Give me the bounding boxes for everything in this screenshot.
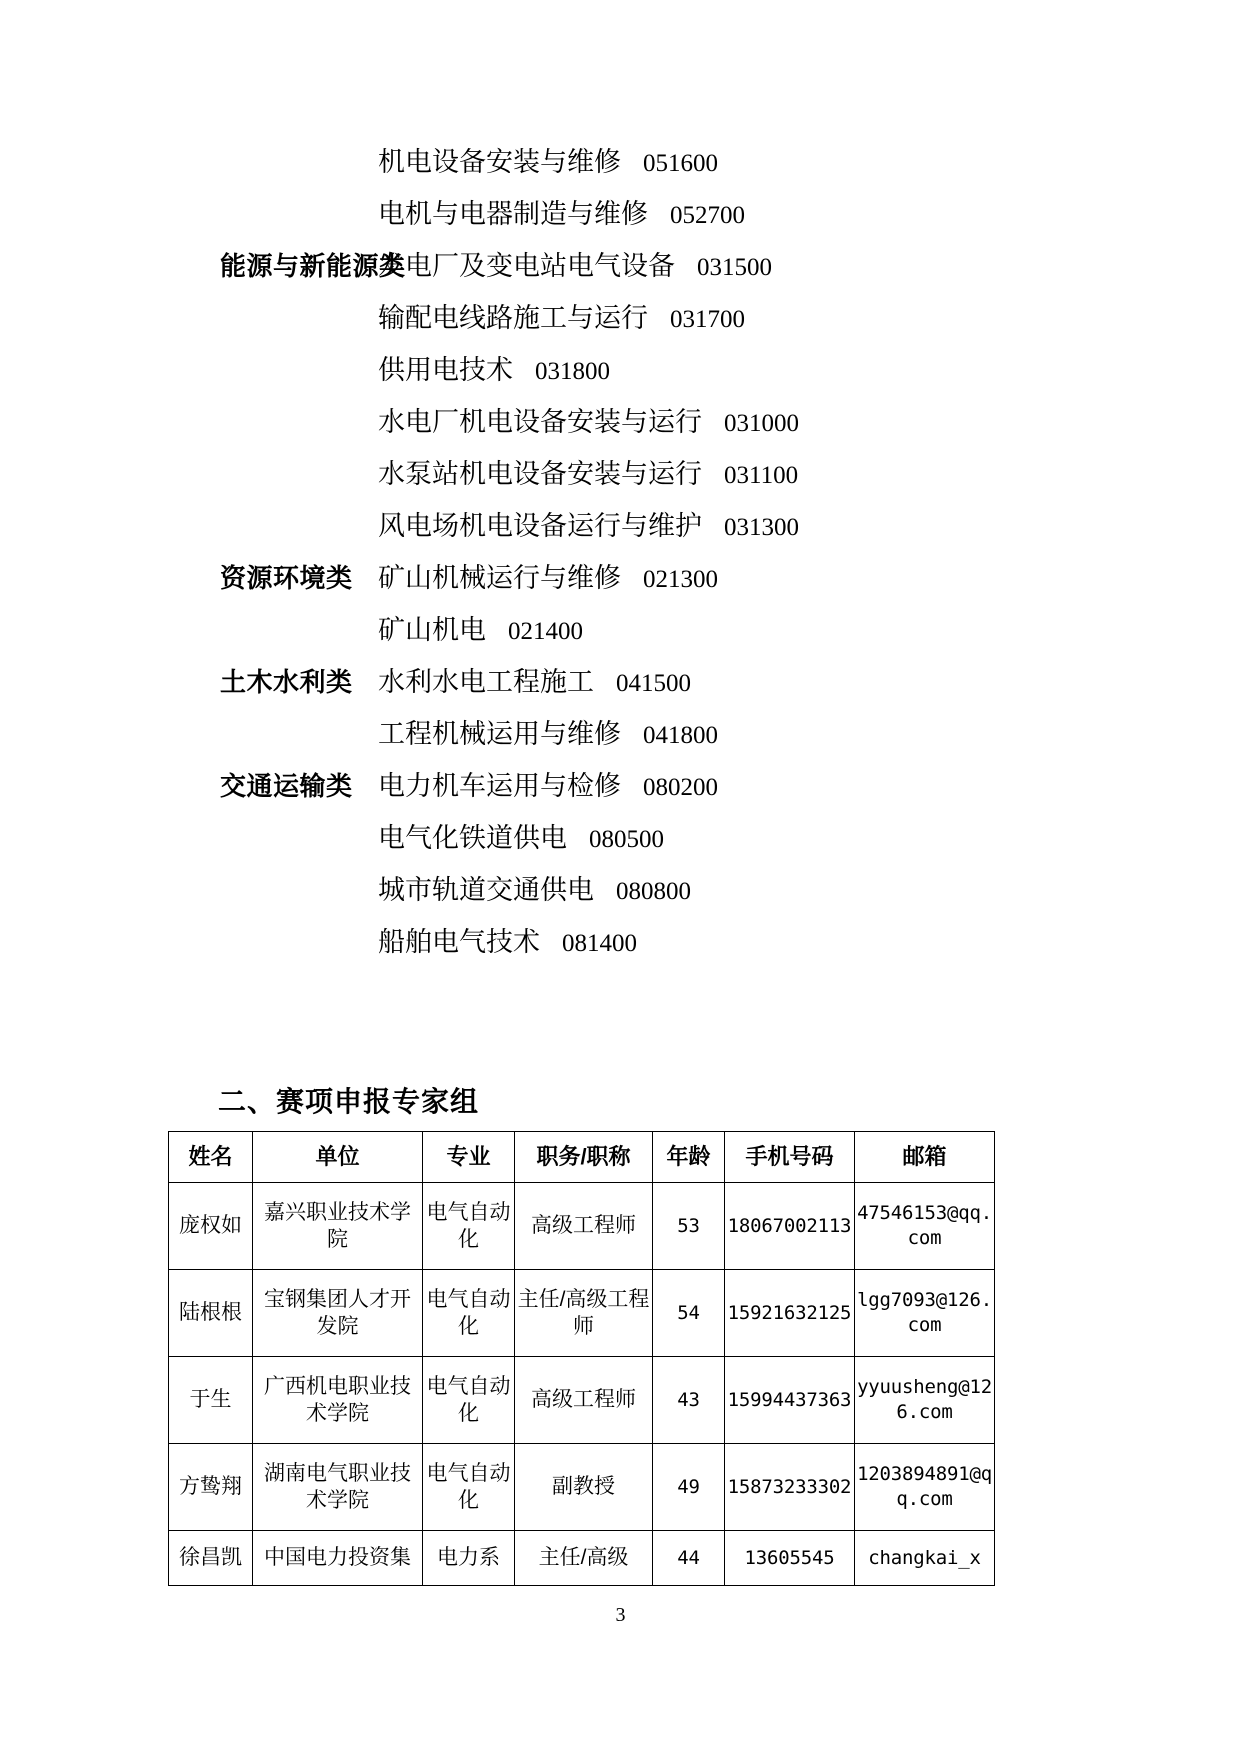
major-name: 电气化铁道供电 bbox=[378, 823, 567, 853]
table-cell-email: 1203894891@qq.com bbox=[855, 1444, 995, 1531]
table-cell-phone: 13605545 bbox=[725, 1531, 855, 1586]
table-cell-org: 宝钢集团人才开发院 bbox=[253, 1270, 423, 1357]
major-row bbox=[150, 348, 1110, 400]
major-category-label: 土木水利类 bbox=[220, 667, 353, 697]
major-code: 080500 bbox=[589, 826, 664, 853]
table-cell-major: 电气自动化 bbox=[423, 1357, 515, 1444]
table-header-cell: 职务/职称 bbox=[515, 1132, 653, 1183]
major-row bbox=[150, 868, 1110, 920]
major-code: 031500 bbox=[697, 254, 772, 281]
major-category-label: 交通运输类 bbox=[220, 771, 353, 801]
table-cell-major: 电气自动化 bbox=[423, 1444, 515, 1531]
table-cell-email: lgg7093@126.com bbox=[855, 1270, 995, 1357]
table-row bbox=[169, 1357, 995, 1444]
table-header-cell: 单位 bbox=[253, 1132, 423, 1183]
major-row bbox=[150, 504, 1110, 556]
table-cell-age: 43 bbox=[653, 1357, 725, 1444]
major-code: 031100 bbox=[724, 462, 799, 489]
table-cell-age: 54 bbox=[653, 1270, 725, 1357]
major-code: 081400 bbox=[562, 930, 637, 957]
major-name: 机电设备安装与维修 bbox=[378, 147, 621, 177]
major-name: 输配电线路施工与运行 bbox=[378, 303, 648, 333]
major-name: 发电厂及变电站电气设备 bbox=[378, 251, 675, 281]
table-cell-name: 陆根根 bbox=[169, 1270, 253, 1357]
major-row bbox=[150, 920, 1110, 972]
table-cell-major: 电气自动化 bbox=[423, 1270, 515, 1357]
table-cell-org: 广西机电职业技术学院 bbox=[253, 1357, 423, 1444]
major-name: 水泵站机电设备安装与运行 bbox=[378, 459, 702, 489]
major-row bbox=[150, 244, 1110, 296]
table-cell-title: 高级工程师 bbox=[515, 1183, 653, 1270]
major-name: 水电厂机电设备安装与运行 bbox=[378, 407, 702, 437]
major-code: 080200 bbox=[643, 774, 718, 801]
major-row bbox=[150, 192, 1110, 244]
table-cell-email: changkai_x bbox=[855, 1531, 995, 1586]
major-code: 080800 bbox=[616, 878, 691, 905]
table-row bbox=[169, 1270, 995, 1357]
major-name: 工程机械运用与维修 bbox=[378, 719, 621, 749]
table-cell-title: 主任/高级 bbox=[515, 1531, 653, 1586]
table-row bbox=[169, 1183, 995, 1270]
table-cell-name: 庞权如 bbox=[169, 1183, 253, 1270]
major-code: 021300 bbox=[643, 566, 718, 593]
table-cell-phone: 15921632125 bbox=[725, 1270, 855, 1357]
table-cell-title: 高级工程师 bbox=[515, 1357, 653, 1444]
major-row bbox=[150, 816, 1110, 868]
table-cell-phone: 15873233302 bbox=[725, 1444, 855, 1531]
major-code: 041800 bbox=[643, 722, 718, 749]
table-header-row bbox=[169, 1132, 995, 1183]
table-header-cell: 邮箱 bbox=[855, 1132, 995, 1183]
expert-table bbox=[168, 1131, 995, 1586]
major-row bbox=[150, 712, 1110, 764]
major-name: 供用电技术 bbox=[378, 355, 513, 385]
table-row bbox=[169, 1444, 995, 1531]
table-header-cell: 手机号码 bbox=[725, 1132, 855, 1183]
table-cell-org: 中国电力投资集 bbox=[253, 1531, 423, 1586]
major-name: 电力机车运用与检修 bbox=[378, 771, 621, 801]
table-cell-major: 电气自动化 bbox=[423, 1183, 515, 1270]
table-cell-name: 于生 bbox=[169, 1357, 253, 1444]
table-row bbox=[169, 1531, 995, 1586]
table-cell-age: 53 bbox=[653, 1183, 725, 1270]
major-name: 电机与电器制造与维修 bbox=[378, 199, 648, 229]
major-row bbox=[150, 660, 1110, 712]
major-row bbox=[150, 400, 1110, 452]
major-row bbox=[150, 556, 1110, 608]
major-row bbox=[150, 140, 1110, 192]
major-name: 矿山机电 bbox=[378, 615, 486, 645]
table-cell-age: 49 bbox=[653, 1444, 725, 1531]
major-row bbox=[150, 296, 1110, 348]
major-row bbox=[150, 452, 1110, 504]
table-header-cell: 姓名 bbox=[169, 1132, 253, 1183]
major-category-label: 资源环境类 bbox=[220, 563, 353, 593]
table-header-cell: 年龄 bbox=[653, 1132, 725, 1183]
table-cell-age: 44 bbox=[653, 1531, 725, 1586]
table-header-cell: 专业 bbox=[423, 1132, 515, 1183]
table-cell-name: 徐昌凯 bbox=[169, 1531, 253, 1586]
major-name: 城市轨道交通供电 bbox=[378, 875, 594, 905]
major-name: 风电场机电设备运行与维护 bbox=[378, 511, 702, 541]
major-code: 052700 bbox=[670, 202, 745, 229]
major-row bbox=[150, 764, 1110, 816]
table-cell-email: yyuusheng@126.com bbox=[855, 1357, 995, 1444]
table-cell-phone: 18067002113 bbox=[725, 1183, 855, 1270]
major-name: 船舶电气技术 bbox=[378, 927, 540, 957]
major-name: 水利水电工程施工 bbox=[378, 667, 594, 697]
major-code: 031800 bbox=[535, 358, 610, 385]
table-cell-title: 副教授 bbox=[515, 1444, 653, 1531]
table-cell-phone: 15994437363 bbox=[725, 1357, 855, 1444]
major-code: 031300 bbox=[724, 514, 799, 541]
page-number: 3 bbox=[615, 1604, 626, 1626]
table-cell-email: 47546153@qq.com bbox=[855, 1183, 995, 1270]
major-row bbox=[150, 608, 1110, 660]
major-code: 041500 bbox=[616, 670, 691, 697]
major-code: 021400 bbox=[508, 618, 583, 645]
major-list bbox=[150, 140, 1110, 972]
major-code: 051600 bbox=[643, 150, 718, 177]
table-cell-org: 湖南电气职业技术学院 bbox=[253, 1444, 423, 1531]
major-code: 031700 bbox=[670, 306, 745, 333]
section-heading: 二、赛项申报专家组 bbox=[218, 1086, 480, 1117]
major-code: 031000 bbox=[724, 410, 799, 437]
major-category-label: 能源与新能源类 bbox=[220, 251, 406, 281]
table-cell-title: 主任/高级工程师 bbox=[515, 1270, 653, 1357]
table-cell-name: 方鸷翔 bbox=[169, 1444, 253, 1531]
major-name: 矿山机械运行与维修 bbox=[378, 563, 621, 593]
table-cell-org: 嘉兴职业技术学院 bbox=[253, 1183, 423, 1270]
table-cell-major: 电力系 bbox=[423, 1531, 515, 1586]
